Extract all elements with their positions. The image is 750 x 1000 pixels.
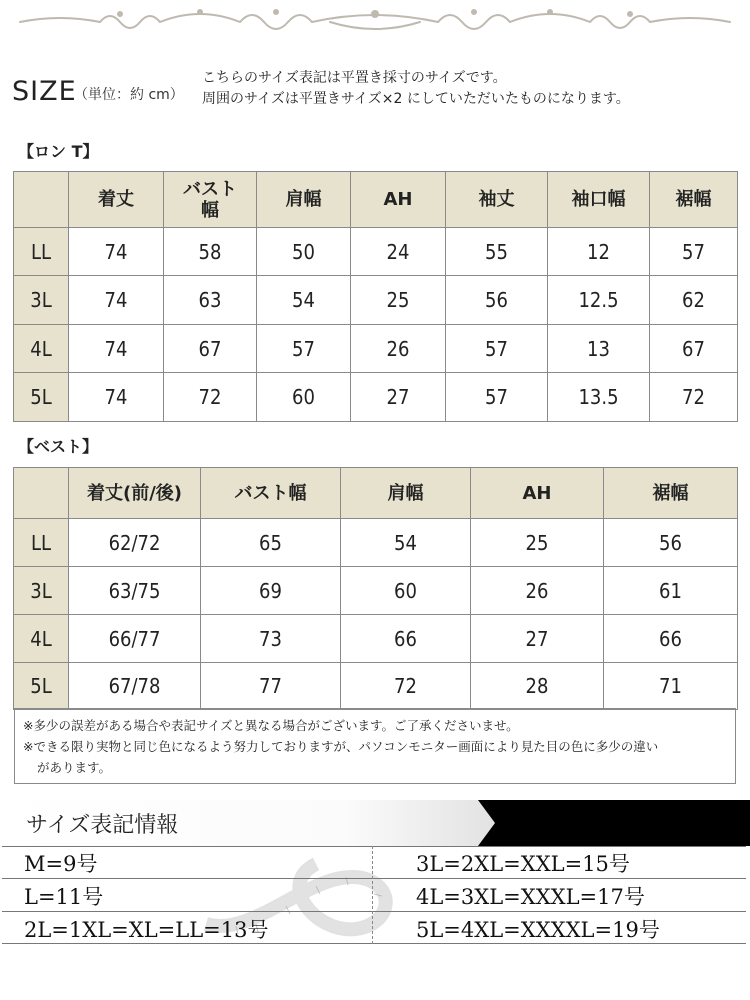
table-cell: 62 <box>650 276 738 325</box>
size-note-line1: こちらのサイズ表記は平置き採寸のサイズです。 <box>202 70 507 86</box>
table-cell: 65 <box>201 519 341 567</box>
note-line3: があります。 <box>37 760 112 775</box>
row-size-label: LL <box>14 228 69 276</box>
table-row <box>14 663 738 710</box>
table-cell: 12.5 <box>548 276 650 325</box>
table-row <box>14 276 738 325</box>
table-cell: 71 <box>604 663 738 710</box>
size-equivalence-item: 5L=4XL=XXXXL=19号 <box>416 918 660 942</box>
vest-size-table <box>13 467 738 710</box>
size-equivalence-item: 2L=1XL=XL=LL=13号 <box>24 918 269 942</box>
vest-col-bust: バスト幅 <box>201 468 341 519</box>
table-cell: 13 <box>548 325 650 373</box>
vest-section-label: 【ベスト】 <box>18 437 99 456</box>
size-equivalence-item: 3L=2XL=XXL=15号 <box>416 852 630 876</box>
ront-col-ah: AH <box>351 172 446 228</box>
table-cell: 72 <box>164 373 257 422</box>
note-line1: ※多少の誤差がある場合や表記サイズと異なる場合がございます。ご了承くださいませ。 <box>23 718 519 733</box>
row-size-label: 3L <box>14 567 69 615</box>
row-size-label: 4L <box>14 325 69 373</box>
size-equivalence-item: M=9号 <box>24 852 98 876</box>
table-cell: 12 <box>548 228 650 276</box>
vest-corner-cell <box>14 468 69 519</box>
table-cell: 55 <box>446 228 548 276</box>
size-note <box>202 68 630 110</box>
table-cell: 56 <box>604 519 738 567</box>
table-row <box>14 567 738 615</box>
table-cell: 67/78 <box>69 663 201 710</box>
table-cell: 57 <box>446 373 548 422</box>
size-info-title: サイズ表記情報 <box>26 813 179 838</box>
vest-header-row <box>14 468 738 519</box>
ront-col-shoulder: 肩幅 <box>257 172 351 228</box>
table-cell: 74 <box>69 228 164 276</box>
vest-col-length: 着丈(前/後) <box>69 468 201 519</box>
vest-col-shoulder: 肩幅 <box>341 468 471 519</box>
table-row <box>14 325 738 373</box>
ront-col-sleeve: 袖丈 <box>446 172 548 228</box>
table-cell: 61 <box>604 567 738 615</box>
table-cell: 74 <box>69 276 164 325</box>
divider <box>2 878 746 879</box>
row-size-label: LL <box>14 519 69 567</box>
table-cell: 58 <box>164 228 257 276</box>
table-row <box>14 519 738 567</box>
table-cell: 63/75 <box>69 567 201 615</box>
table-cell: 25 <box>471 519 604 567</box>
divider <box>2 846 746 847</box>
table-cell: 72 <box>341 663 471 710</box>
vest-col-hem: 裾幅 <box>604 468 738 519</box>
row-size-label: 5L <box>14 663 69 710</box>
table-cell: 13.5 <box>548 373 650 422</box>
table-cell: 56 <box>446 276 548 325</box>
table-cell: 57 <box>650 228 738 276</box>
table-cell: 73 <box>201 615 341 663</box>
table-cell: 72 <box>650 373 738 422</box>
table-row <box>14 373 738 422</box>
table-cell: 54 <box>257 276 351 325</box>
table-cell: 63 <box>164 276 257 325</box>
ront-size-table <box>13 171 738 422</box>
table-cell: 69 <box>201 567 341 615</box>
table-cell: 74 <box>69 325 164 373</box>
table-cell: 67 <box>650 325 738 373</box>
table-cell: 66 <box>604 615 738 663</box>
table-cell: 54 <box>341 519 471 567</box>
table-cell: 66 <box>341 615 471 663</box>
table-cell: 60 <box>341 567 471 615</box>
ront-col-hem: 裾幅 <box>650 172 738 228</box>
row-size-label: 5L <box>14 373 69 422</box>
size-equivalence-item: L=11号 <box>24 885 104 909</box>
ront-col-bust-line2: 幅 <box>201 199 219 221</box>
size-header <box>12 66 742 116</box>
note-line2: ※できる限り実物と同じ色になるよう努力しておりますが、パソコンモニター画面により見た目の色に多少の違い <box>23 739 659 754</box>
table-row <box>14 615 738 663</box>
table-cell: 74 <box>69 373 164 422</box>
ront-col-bust-line1: バスト <box>183 178 237 200</box>
ront-section-label: 【ロン T】 <box>18 142 99 161</box>
divider <box>2 911 746 912</box>
table-cell: 50 <box>257 228 351 276</box>
decorative-scroll-border-icon <box>0 0 750 40</box>
table-cell: 57 <box>446 325 548 373</box>
table-cell: 62/72 <box>69 519 201 567</box>
table-cell: 24 <box>351 228 446 276</box>
unit-label: （単位：約 cm） <box>74 87 184 103</box>
table-cell: 77 <box>201 663 341 710</box>
size-note-line2: 周囲のサイズは平置きサイズ×2 にしていただいたものになります。 <box>202 91 630 107</box>
ront-col-cuff: 袖口幅 <box>548 172 650 228</box>
disclaimer-notes <box>14 708 736 784</box>
ront-col-bust <box>164 172 257 228</box>
table-cell: 67 <box>164 325 257 373</box>
size-title: SIZE <box>12 76 77 107</box>
table-row <box>14 228 738 276</box>
table-cell: 28 <box>471 663 604 710</box>
size-info-bar <box>0 800 750 846</box>
table-cell: 26 <box>471 567 604 615</box>
table-cell: 26 <box>351 325 446 373</box>
table-cell: 27 <box>351 373 446 422</box>
row-size-label: 4L <box>14 615 69 663</box>
table-cell: 25 <box>351 276 446 325</box>
size-equivalence-item: 4L=3XL=XXXL=17号 <box>416 885 645 909</box>
vest-col-ah: AH <box>471 468 604 519</box>
divider <box>372 846 373 944</box>
ront-corner-cell <box>14 172 69 228</box>
table-cell: 60 <box>257 373 351 422</box>
table-cell: 57 <box>257 325 351 373</box>
ront-header-row <box>14 172 738 228</box>
ront-col-length: 着丈 <box>69 172 164 228</box>
table-cell: 27 <box>471 615 604 663</box>
table-cell: 66/77 <box>69 615 201 663</box>
size-info-grid <box>2 846 746 944</box>
row-size-label: 3L <box>14 276 69 325</box>
